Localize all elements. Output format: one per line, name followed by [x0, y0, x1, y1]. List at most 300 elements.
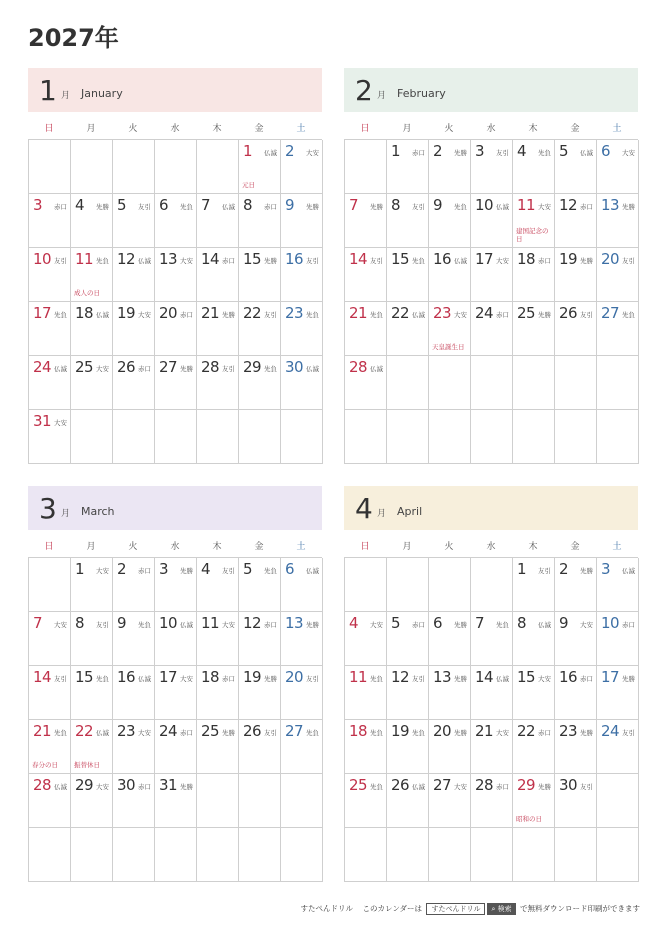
day-cell	[29, 612, 71, 666]
day-cell	[471, 248, 513, 302]
rokuyo-label: 赤口	[580, 203, 593, 211]
day-number: 28	[475, 776, 494, 794]
day-number: 21	[349, 304, 368, 322]
day-number: 23	[559, 722, 578, 740]
empty-cell	[513, 410, 555, 464]
day-cell	[155, 302, 197, 356]
day-cell	[197, 194, 239, 248]
day-number: 3	[601, 560, 611, 578]
rokuyo-label: 先負	[180, 203, 193, 211]
day-number: 14	[33, 668, 52, 686]
day-number: 29	[517, 776, 536, 794]
day-cell	[471, 140, 513, 194]
day-number: 20	[433, 722, 452, 740]
day-cell	[281, 248, 323, 302]
day-number: 15	[243, 250, 262, 268]
rokuyo-label: 赤口	[622, 621, 635, 629]
rokuyo-label: 大安	[222, 621, 235, 629]
rokuyo-label: 先負	[370, 311, 383, 319]
day-number: 25	[517, 304, 536, 322]
empty-cell	[281, 774, 323, 828]
day-number: 9	[285, 196, 295, 214]
day-cell	[239, 666, 281, 720]
rokuyo-label: 先負	[538, 149, 551, 157]
day-cell	[281, 302, 323, 356]
weekday-label: 日	[44, 124, 54, 134]
empty-cell	[239, 774, 281, 828]
rokuyo-label: 赤口	[496, 311, 509, 319]
weekday-label: 木	[528, 124, 538, 134]
day-cell	[239, 194, 281, 248]
rokuyo-label: 先負	[54, 311, 67, 319]
rokuyo-label: 赤口	[138, 365, 151, 373]
day-cell	[29, 302, 71, 356]
rokuyo-label: 仏滅	[54, 783, 67, 791]
day-cell	[239, 612, 281, 666]
empty-cell	[71, 828, 113, 882]
day-cell	[345, 194, 387, 248]
rokuyo-label: 仏滅	[580, 149, 593, 157]
day-number: 23	[117, 722, 136, 740]
weekday-label: 火	[128, 124, 138, 134]
day-cell	[387, 194, 429, 248]
day-number: 10	[159, 614, 178, 632]
weekday-label: 土	[612, 124, 622, 134]
day-number: 5	[559, 142, 569, 160]
day-cell	[113, 356, 155, 410]
day-number: 5	[391, 614, 401, 632]
day-cell	[429, 302, 471, 356]
rokuyo-label: 友引	[264, 311, 277, 319]
month-kanji: 月	[377, 509, 387, 519]
rokuyo-label: 赤口	[496, 783, 509, 791]
rokuyo-label: 先勝	[538, 311, 551, 319]
rokuyo-label: 先勝	[454, 729, 467, 737]
rokuyo-label: 友引	[222, 365, 235, 373]
calendar-grid	[344, 139, 638, 464]
day-cell	[281, 558, 323, 612]
rokuyo-label: 大安	[96, 783, 109, 791]
rokuyo-label: 先負	[454, 203, 467, 211]
rokuyo-label: 先負	[370, 783, 383, 791]
month-kanji: 月	[377, 91, 387, 101]
day-number: 19	[559, 250, 578, 268]
day-number: 11	[349, 668, 368, 686]
rokuyo-label: 仏滅	[96, 729, 109, 737]
rokuyo-label: 大安	[96, 567, 109, 575]
day-number: 20	[601, 250, 620, 268]
rokuyo-label: 仏滅	[306, 365, 319, 373]
day-number: 8	[517, 614, 527, 632]
day-number: 17	[159, 668, 178, 686]
day-cell	[239, 720, 281, 774]
day-cell	[387, 774, 429, 828]
rokuyo-label: 友引	[306, 675, 319, 683]
day-cell	[113, 194, 155, 248]
rokuyo-label: 仏滅	[412, 783, 425, 791]
day-cell	[29, 248, 71, 302]
rokuyo-label: 友引	[96, 621, 109, 629]
day-number: 4	[517, 142, 527, 160]
day-number: 5	[117, 196, 127, 214]
day-cell	[345, 356, 387, 410]
rokuyo-label: 先勝	[306, 203, 319, 211]
weekday-label: 月	[86, 124, 96, 134]
day-number: 26	[243, 722, 262, 740]
day-cell	[29, 774, 71, 828]
rokuyo-label: 友引	[622, 729, 635, 737]
day-number: 24	[159, 722, 178, 740]
day-cell	[281, 720, 323, 774]
day-cell	[197, 302, 239, 356]
day-cell	[113, 720, 155, 774]
day-number: 14	[475, 668, 494, 686]
day-cell	[429, 720, 471, 774]
day-number: 3	[475, 142, 485, 160]
holiday-label: 元日	[242, 181, 255, 189]
day-number: 6	[159, 196, 169, 214]
rokuyo-label: 大安	[496, 729, 509, 737]
day-number: 1	[517, 560, 527, 578]
holiday-label: 昭和の日	[516, 815, 542, 823]
day-cell	[555, 302, 597, 356]
rokuyo-label: 赤口	[222, 257, 235, 265]
rokuyo-label: 赤口	[538, 257, 551, 265]
empty-cell	[197, 410, 239, 464]
rokuyo-label: 大安	[580, 621, 593, 629]
empty-cell	[555, 356, 597, 410]
day-number: 17	[601, 668, 620, 686]
day-cell	[597, 302, 639, 356]
day-cell	[155, 248, 197, 302]
day-cell	[71, 194, 113, 248]
footer	[0, 903, 640, 915]
empty-cell	[71, 410, 113, 464]
day-number: 8	[75, 614, 85, 632]
day-cell	[471, 720, 513, 774]
rokuyo-label: 赤口	[412, 621, 425, 629]
day-cell	[597, 194, 639, 248]
rokuyo-label: 先勝	[538, 783, 551, 791]
day-number: 9	[117, 614, 127, 632]
day-cell	[555, 720, 597, 774]
empty-cell	[281, 828, 323, 882]
day-cell	[71, 612, 113, 666]
day-cell	[113, 248, 155, 302]
rokuyo-label: 先勝	[96, 203, 109, 211]
day-number: 19	[117, 304, 136, 322]
day-number: 17	[475, 250, 494, 268]
weekday-label: 水	[486, 124, 496, 134]
empty-cell	[513, 356, 555, 410]
day-cell	[597, 612, 639, 666]
day-cell	[471, 612, 513, 666]
month-number: 3	[39, 492, 57, 525]
day-number: 8	[243, 196, 253, 214]
day-cell	[471, 302, 513, 356]
day-cell	[597, 720, 639, 774]
year-title: 2027年	[28, 24, 119, 52]
rokuyo-label: 先勝	[622, 203, 635, 211]
holiday-label: 振替休日	[74, 761, 100, 769]
rokuyo-label: 友引	[622, 257, 635, 265]
weekday-label: 月	[402, 124, 412, 134]
day-cell	[387, 248, 429, 302]
day-number: 18	[201, 668, 220, 686]
rokuyo-label: 大安	[454, 783, 467, 791]
day-number: 25	[75, 358, 94, 376]
day-cell	[513, 302, 555, 356]
empty-cell	[429, 356, 471, 410]
day-number: 12	[391, 668, 410, 686]
rokuyo-label: 先負	[138, 621, 151, 629]
rokuyo-label: 友引	[538, 567, 551, 575]
empty-cell	[387, 828, 429, 882]
month-header	[28, 68, 322, 112]
day-cell	[71, 720, 113, 774]
day-number: 6	[433, 614, 443, 632]
month-number: 1	[39, 74, 57, 107]
rokuyo-label: 大安	[454, 311, 467, 319]
day-cell	[345, 612, 387, 666]
weekday-label: 火	[128, 542, 138, 552]
empty-cell	[29, 558, 71, 612]
rokuyo-label: 大安	[622, 149, 635, 157]
day-cell	[597, 248, 639, 302]
month-name: January	[81, 87, 123, 100]
day-cell	[345, 302, 387, 356]
day-number: 21	[33, 722, 52, 740]
day-number: 16	[559, 668, 578, 686]
day-cell	[197, 248, 239, 302]
rokuyo-label: 先勝	[580, 729, 593, 737]
day-number: 12	[559, 196, 578, 214]
empty-cell	[597, 828, 639, 882]
day-number: 21	[475, 722, 494, 740]
empty-cell	[345, 410, 387, 464]
day-cell	[281, 666, 323, 720]
day-cell	[71, 248, 113, 302]
day-cell	[281, 356, 323, 410]
day-number: 19	[391, 722, 410, 740]
day-number: 27	[285, 722, 304, 740]
rokuyo-label: 仏滅	[622, 567, 635, 575]
day-cell	[197, 558, 239, 612]
empty-cell	[387, 356, 429, 410]
weekday-label: 月	[86, 542, 96, 552]
day-number: 19	[243, 668, 262, 686]
month-block	[28, 486, 322, 882]
rokuyo-label: 赤口	[222, 675, 235, 683]
day-number: 4	[75, 196, 85, 214]
empty-cell	[513, 828, 555, 882]
rokuyo-label: 先負	[370, 675, 383, 683]
rokuyo-label: 先勝	[264, 675, 277, 683]
day-cell	[555, 612, 597, 666]
rokuyo-label: 先勝	[222, 729, 235, 737]
footer-search-button-label: 検索	[497, 905, 512, 913]
month-block	[28, 68, 322, 464]
day-cell	[387, 720, 429, 774]
day-number: 2	[433, 142, 443, 160]
day-number: 30	[559, 776, 578, 794]
rokuyo-label: 先勝	[454, 621, 467, 629]
day-number: 5	[243, 560, 253, 578]
weekday-label: 土	[296, 124, 306, 134]
rokuyo-label: 大安	[370, 621, 383, 629]
rokuyo-label: 先勝	[180, 783, 193, 791]
empty-cell	[155, 828, 197, 882]
weekday-label: 木	[212, 542, 222, 552]
day-number: 6	[601, 142, 611, 160]
rokuyo-label: 先勝	[622, 675, 635, 683]
day-number: 25	[201, 722, 220, 740]
day-cell	[555, 666, 597, 720]
day-cell	[239, 248, 281, 302]
day-cell	[429, 248, 471, 302]
rokuyo-label: 赤口	[580, 675, 593, 683]
rokuyo-label: 先負	[622, 311, 635, 319]
day-number: 11	[75, 250, 94, 268]
empty-cell	[471, 558, 513, 612]
empty-cell	[345, 140, 387, 194]
day-cell	[113, 666, 155, 720]
day-cell	[29, 410, 71, 464]
calendar-grid	[28, 139, 322, 464]
weekday-label: 金	[254, 124, 264, 134]
day-number: 26	[391, 776, 410, 794]
rokuyo-label: 赤口	[54, 203, 67, 211]
calendar-grid	[28, 557, 322, 882]
rokuyo-label: 仏滅	[222, 203, 235, 211]
weekday-label: 水	[170, 124, 180, 134]
weekday-label: 日	[44, 542, 54, 552]
day-number: 14	[201, 250, 220, 268]
day-number: 7	[201, 196, 211, 214]
month-name: April	[397, 505, 423, 518]
day-number: 24	[475, 304, 494, 322]
rokuyo-label: 友引	[222, 567, 235, 575]
weekday-label: 月	[402, 542, 412, 552]
day-cell	[513, 194, 555, 248]
empty-cell	[113, 410, 155, 464]
day-number: 22	[391, 304, 410, 322]
day-number: 17	[33, 304, 52, 322]
day-cell	[513, 248, 555, 302]
day-cell	[555, 140, 597, 194]
month-name: March	[81, 505, 115, 518]
day-cell	[555, 248, 597, 302]
rokuyo-label: 大安	[54, 419, 67, 427]
holiday-label: 建国記念の日	[516, 227, 549, 243]
day-number: 8	[391, 196, 401, 214]
rokuyo-label: 先負	[306, 729, 319, 737]
day-number: 15	[391, 250, 410, 268]
month-header	[28, 486, 322, 530]
day-number: 10	[33, 250, 52, 268]
rokuyo-label: 大安	[180, 257, 193, 265]
weekday-row	[28, 539, 322, 555]
rokuyo-label: 仏滅	[138, 257, 151, 265]
day-number: 20	[159, 304, 178, 322]
rokuyo-label: 大安	[306, 149, 319, 157]
empty-cell	[597, 356, 639, 410]
rokuyo-label: 先勝	[180, 567, 193, 575]
day-number: 1	[391, 142, 401, 160]
weekday-label: 日	[360, 124, 370, 134]
rokuyo-label: 友引	[54, 675, 67, 683]
day-number: 26	[117, 358, 136, 376]
day-number: 2	[285, 142, 295, 160]
day-cell	[513, 140, 555, 194]
day-number: 18	[349, 722, 368, 740]
rokuyo-label: 先負	[96, 675, 109, 683]
day-number: 7	[475, 614, 485, 632]
day-number: 28	[33, 776, 52, 794]
footer-search-button: ⌕ 検索	[487, 903, 515, 915]
day-cell	[155, 612, 197, 666]
day-cell	[555, 194, 597, 248]
day-cell	[345, 720, 387, 774]
month-name: February	[397, 87, 446, 100]
day-number: 20	[285, 668, 304, 686]
weekday-row	[344, 539, 638, 555]
day-number: 18	[75, 304, 94, 322]
month-block	[344, 486, 638, 882]
empty-cell	[197, 828, 239, 882]
empty-cell	[155, 140, 197, 194]
day-cell	[29, 194, 71, 248]
rokuyo-label: 友引	[306, 257, 319, 265]
rokuyo-label: 赤口	[180, 729, 193, 737]
weekday-label: 土	[612, 542, 622, 552]
rokuyo-label: 仏滅	[264, 149, 277, 157]
day-number: 13	[433, 668, 452, 686]
rokuyo-label: 大安	[54, 621, 67, 629]
month-number: 2	[355, 74, 373, 107]
day-cell	[71, 558, 113, 612]
day-number: 29	[75, 776, 94, 794]
day-number: 24	[33, 358, 52, 376]
rokuyo-label: 仏滅	[54, 365, 67, 373]
day-number: 22	[243, 304, 262, 322]
day-number: 23	[285, 304, 304, 322]
rokuyo-label: 仏滅	[96, 311, 109, 319]
footer-text-1: このカレンダーは	[362, 904, 423, 913]
empty-cell	[387, 410, 429, 464]
day-cell	[429, 774, 471, 828]
empty-cell	[345, 558, 387, 612]
weekday-row	[28, 121, 322, 137]
rokuyo-label: 大安	[538, 203, 551, 211]
holiday-label: 成人の日	[74, 289, 100, 297]
day-cell	[29, 666, 71, 720]
day-cell	[155, 356, 197, 410]
empty-cell	[555, 410, 597, 464]
day-number: 31	[33, 412, 52, 430]
rokuyo-label: 先勝	[454, 149, 467, 157]
day-cell	[555, 774, 597, 828]
day-number: 2	[559, 560, 569, 578]
weekday-label: 木	[528, 542, 538, 552]
day-number: 6	[285, 560, 295, 578]
weekday-row	[344, 121, 638, 137]
holiday-label: 天皇誕生日	[432, 343, 465, 351]
day-number: 10	[475, 196, 494, 214]
rokuyo-label: 先勝	[264, 257, 277, 265]
day-cell	[155, 194, 197, 248]
day-cell	[197, 720, 239, 774]
